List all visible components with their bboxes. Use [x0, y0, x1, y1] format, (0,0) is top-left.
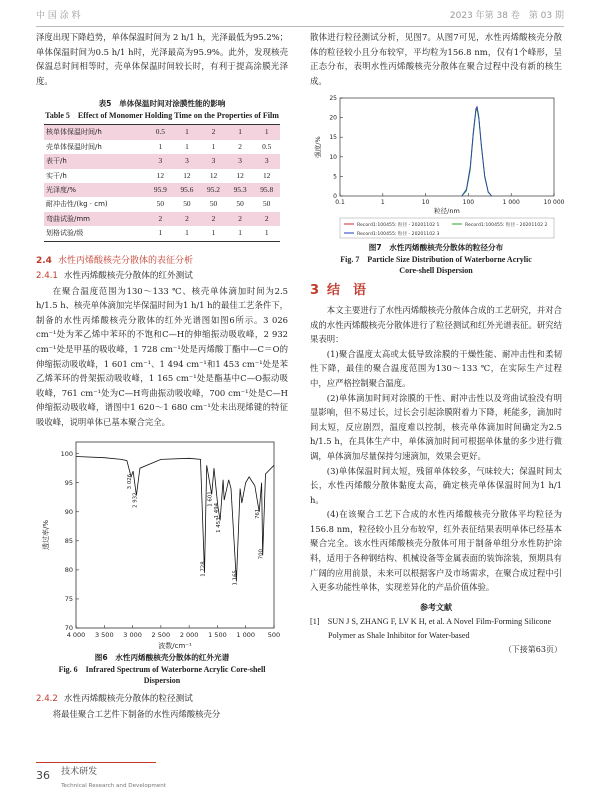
x-tick-label: 4 000: [66, 630, 86, 639]
table-cell: 1: [174, 125, 201, 140]
x-tick-label: 2 000: [179, 630, 199, 639]
row-label: 弯曲试验/mm: [44, 212, 147, 226]
y-axis-label: 透过率/%: [42, 519, 50, 550]
table-row: [44, 226, 280, 241]
row-label: 核单体保温时间/h: [44, 125, 147, 140]
ir-spectrum-line: [76, 456, 274, 581]
peak-label: 1 601: [207, 490, 214, 507]
table-cell: 2: [253, 212, 280, 226]
x-tick-label: 2 500: [151, 630, 171, 639]
table-row: [44, 183, 280, 197]
figure7-caption-en: Fig. 7 Particle Size Distribution of Waterborne Acrylic Core-shell Dispersion: [340, 255, 532, 276]
row-label: 实干/h: [46, 171, 67, 180]
reference-item: [1] SUN J S, ZHANG F, LV K H, et al. A Novel Film-Forming Silicone Polymer as Shale Inhibitor for Water-based: [310, 617, 552, 641]
y-tick-label: 20: [329, 114, 337, 122]
table-cell: 12: [262, 170, 271, 180]
table-row: [44, 197, 280, 211]
x-tick-label: 3 000: [123, 630, 142, 639]
psd-series-line: [462, 108, 492, 196]
y-tick-label: 5: [333, 173, 337, 181]
table-cell: 2: [200, 125, 227, 140]
row-label: 耐冲击性/(kg · cm): [46, 200, 108, 209]
y-tick-label: 15: [329, 134, 337, 142]
table-cell: 95.3: [227, 183, 254, 197]
ir-spectrum-chart: [36, 436, 288, 652]
table-cell: 2: [200, 212, 227, 226]
y-axis-label: 强度/%: [314, 136, 322, 159]
table-cell: 50: [209, 199, 218, 209]
table-cell: 3: [253, 154, 280, 168]
x-tick-label: 500: [267, 630, 281, 639]
legend: [340, 218, 554, 238]
psd-series-line: [462, 107, 492, 196]
header-rule: [36, 26, 564, 27]
subsection-number: 2.4.1: [36, 270, 58, 281]
subsection-number: 2.4.2: [36, 693, 58, 704]
table-row: [44, 154, 280, 168]
section-title: 水性丙烯酸核壳分散体的表征分析: [57, 255, 193, 266]
paragraph: 散体进行粒径测试分析，见图7。从图7可见，水性丙烯酸核壳分散体的粒径较小且分布较窄，平均粒为156.8 nm，仅有1个峰形，呈正态分布，表明水性丙烯酸核壳分散体在聚合过程中没有新的核生成。: [310, 32, 562, 86]
table-cell: 1: [158, 141, 163, 151]
x-tick-label: 10 000: [543, 199, 565, 207]
x-axis-label: 波数/cm⁻¹: [158, 641, 192, 650]
legend-entry: Record1:100455: 粒径 - 20201102 1: [357, 223, 440, 229]
table-cell: 50: [236, 199, 244, 209]
references-heading: 参考文献: [420, 602, 452, 612]
y-tick-label: 70: [64, 623, 73, 632]
y-tick-label: 85: [64, 536, 73, 545]
table-cell: 1: [211, 141, 216, 151]
peak-label: 1 494: [213, 502, 220, 518]
y-tick-label: 10: [329, 154, 337, 162]
table-row: [44, 140, 280, 154]
table-cell: 1: [211, 228, 216, 238]
table-cell: 12: [236, 170, 244, 180]
section-title: 结 语: [327, 283, 367, 299]
peak-label: 2 932: [132, 492, 139, 508]
particle-size-chart: [310, 92, 565, 242]
subsection-title: 水性丙烯酸核壳分散体的红外测试: [63, 270, 193, 281]
peak-label: 1 728: [200, 560, 207, 577]
footer-rule: [36, 762, 156, 763]
issue-info: 2023 年第 38 卷 第 03 期: [449, 11, 564, 21]
legend-entry: Record1:100455: 粒径 - 20201102 3: [357, 232, 440, 238]
table-row: [44, 212, 280, 226]
table-cell: 1: [264, 228, 269, 238]
table-cell: 2: [174, 212, 201, 226]
paragraph: 在聚合温度范围为130～133 ℃、核壳单体滴加时间为2.5 h/1.5 h、核壳单体滴加完毕保温时间为1 h/1 h的最佳工艺条件下，制备的水性丙烯酸核壳分散体的红外光谱图如图6所示。3 026 cm⁻¹处为苯乙烯中苯环的不饱和C—H的伸缩振动吸收峰，2 932 cm⁻¹处是甲基的吸收峰，1 728 cm⁻¹处是丙烯酸丁酯中—C＝O的伸缩振动吸收峰，1 601 cm⁻¹、1 494 cm⁻¹和1 453 cm⁻¹处是苯乙烯苯环的骨架振动吸收峰，1 165 cm⁻¹处是酯基中C—O振动吸收峰，761 cm⁻¹处为C—H弯曲振动吸收峰，700 cm⁻¹处是C—H伸缩振动吸收峰，谱图中1 620～1 680 cm⁻¹处未出现烯键的特征吸收峰，说明单体已基本聚合完全。: [36, 285, 288, 427]
subsection-heading: [36, 692, 288, 707]
psd-series-line: [462, 110, 492, 197]
table-cell: 2: [227, 212, 254, 226]
table-cell: 95.2: [200, 183, 227, 197]
table5-caption: [36, 98, 288, 121]
conclusion-item: (4)在该聚合工艺下合成的水性丙烯酸核壳分散体平均粒径为156.8 nm，粒径较小且分布较窄，红外表征结果表明单体已经基本聚合完全。该水性丙烯酸核壳分散体可用于制备单组分水性防护涂料，适用于各种钢结构、机械设备等金属表面的装饰涂装，预期具有广阔的应用前景，未来可以根据客户及市场需求，在聚合成过程中引入更多功能性单体，实现差异化的产品价值体验。: [310, 509, 562, 593]
table-cell: 1: [253, 125, 280, 140]
journal-name: 中 国 涂 料: [36, 11, 81, 21]
y-tick-label: 80: [64, 565, 73, 574]
x-tick-label: 1 000: [502, 199, 520, 207]
plot-frame: [76, 442, 274, 628]
figure7-caption-zh: 图7 水性丙烯酸核壳分散体的粒径分布: [368, 243, 504, 253]
table-cell: 3: [227, 154, 254, 168]
footer: [36, 764, 166, 791]
table-cell: 12: [209, 170, 218, 180]
row-label: 表干/h: [44, 154, 147, 168]
section-number: 2.4: [36, 255, 52, 266]
subsection-title: 水性丙烯酸核壳分散体的粒径测试: [63, 693, 193, 704]
peak-label: 761: [255, 508, 262, 519]
y-tick-label: 0: [333, 193, 337, 201]
page-number: 36: [36, 769, 50, 782]
legend-entry: Record1:100455: 粒径 - 20201102 2: [465, 223, 548, 229]
x-tick-label: 1 000: [236, 630, 256, 639]
running-header: [36, 8, 564, 24]
x-tick-label: 10: [421, 199, 430, 207]
paragraph: 将最佳聚合工艺件下制备的水性丙烯酸核壳分: [52, 708, 221, 719]
section-heading: [36, 254, 288, 269]
table-cell: 0.5: [147, 125, 174, 140]
table-cell: 3: [174, 154, 201, 168]
paragraph: 泽度出现下降趋势，单体保温时间为 2 h/1 h，光泽最低为95.2%；单体保温时间为0.5 h/1 h时，光泽最高为95.9%。此外，发现核壳保温总时间相等时，壳单体保温时间较长时，有利于提高涂膜光泽度。: [36, 32, 288, 86]
table-cell: 0.5: [262, 141, 272, 151]
table-cell: 1: [238, 228, 242, 238]
table-cell: 50: [262, 199, 271, 209]
section-label: 技术研发: [61, 767, 98, 777]
table5: [44, 124, 280, 241]
section-heading: [310, 284, 562, 299]
table-cell: 1: [185, 141, 189, 151]
table-cell: 12: [156, 170, 165, 180]
table-row: [44, 125, 280, 140]
section-number: 3: [310, 283, 320, 299]
peak-label: 700: [258, 548, 265, 559]
continued-note: （下接第63页）: [503, 645, 562, 655]
x-tick-label: 0.1: [335, 199, 345, 207]
row-label: 壳单体保温时间/h: [46, 142, 102, 151]
table-title-zh: 表5 单体保温时间对涂膜性能的影响: [98, 99, 226, 109]
table-cell: 50: [156, 199, 165, 209]
table-cell: 12: [183, 170, 191, 180]
y-tick-label: 25: [329, 95, 337, 103]
conclusion-item: (2)单体滴加时间对涂膜的干性、耐冲击性以及弯曲试验没有明显影响，但不易过长，过长会引起涂膜附着力下降，耗能多，滴加时间太短，反应剧烈，温度难以控制，核壳单体滴加时间确定为2.5 h/1.5 h，在具体生产中，单体滴加时间可根据单体量的多少进行微调，单体滴加尽量保持匀速滴加，效果会更好。: [310, 392, 562, 461]
table-row: [44, 169, 280, 183]
y-tick-label: 75: [64, 594, 73, 603]
row-label: 划格试验/级: [46, 229, 84, 238]
table-cell: 1: [158, 228, 163, 238]
y-tick-label: 90: [64, 507, 73, 516]
table-cell: 1: [227, 125, 254, 140]
peak-label: 1 165: [232, 569, 239, 586]
figure6-caption-en: Fig. 6 Infrared Spectrum of Waterborne Acrylic Core-shell Dispersion: [58, 664, 266, 685]
left-column: [36, 30, 288, 721]
table-title-en: Table 5 Effect of Monomer Holding Time on the Properties of Film: [45, 111, 279, 121]
paragraph: 本文主要进行了水性丙烯酸核壳分散体合成的工艺研究，并对合成的水性丙烯酸核壳分散体进行了粒径测试和红外光谱表征。研究结果表明：: [310, 304, 562, 345]
figure6-caption-zh: 图6 水性丙烯酸核壳分散体的红外光谱: [94, 652, 230, 662]
table-cell: 95.8: [253, 183, 280, 197]
peak-label: 1 453: [216, 517, 223, 533]
conclusion-item: (3)单体保温时间太短，残留单体较多，气味较大；保温时间太长，水性丙烯酸分散体黏度太高，确定核壳单体保温时间为1 h/1 h。: [310, 465, 562, 505]
x-tick-label: 3 500: [94, 630, 114, 639]
row-label: 光泽度/%: [44, 183, 147, 197]
right-column: [310, 30, 565, 658]
table-cell: 50: [183, 199, 191, 209]
x-axis-label: 粒径/nm: [434, 207, 460, 216]
peak-label: 3 026: [127, 473, 134, 489]
y-tick-label: 100: [60, 449, 73, 458]
conclusion-item: (1)聚合温度太高或太低导致涂膜的干燥性能、耐冲击性和柔韧性下降，最佳的聚合温度范围为130～133 ℃，在实际生产过程中，应严格控制聚合温度。: [310, 348, 562, 388]
table-cell: 2: [147, 212, 174, 226]
table-cell: 2: [238, 141, 242, 151]
table-cell: 95.9: [147, 183, 174, 197]
table-cell: 3: [147, 154, 174, 168]
y-tick-label: 95: [64, 478, 73, 487]
subsection-heading: [36, 269, 288, 284]
section-label-en: Technical Research and Development: [61, 783, 166, 789]
x-tick-label: 100: [462, 199, 475, 207]
x-tick-label: 1 500: [208, 630, 227, 639]
table-cell: 1: [185, 228, 189, 238]
table-cell: 3: [200, 154, 227, 168]
plot-frame: [340, 98, 554, 196]
x-tick-label: 1: [380, 199, 385, 207]
table-cell: 95.6: [174, 183, 201, 197]
